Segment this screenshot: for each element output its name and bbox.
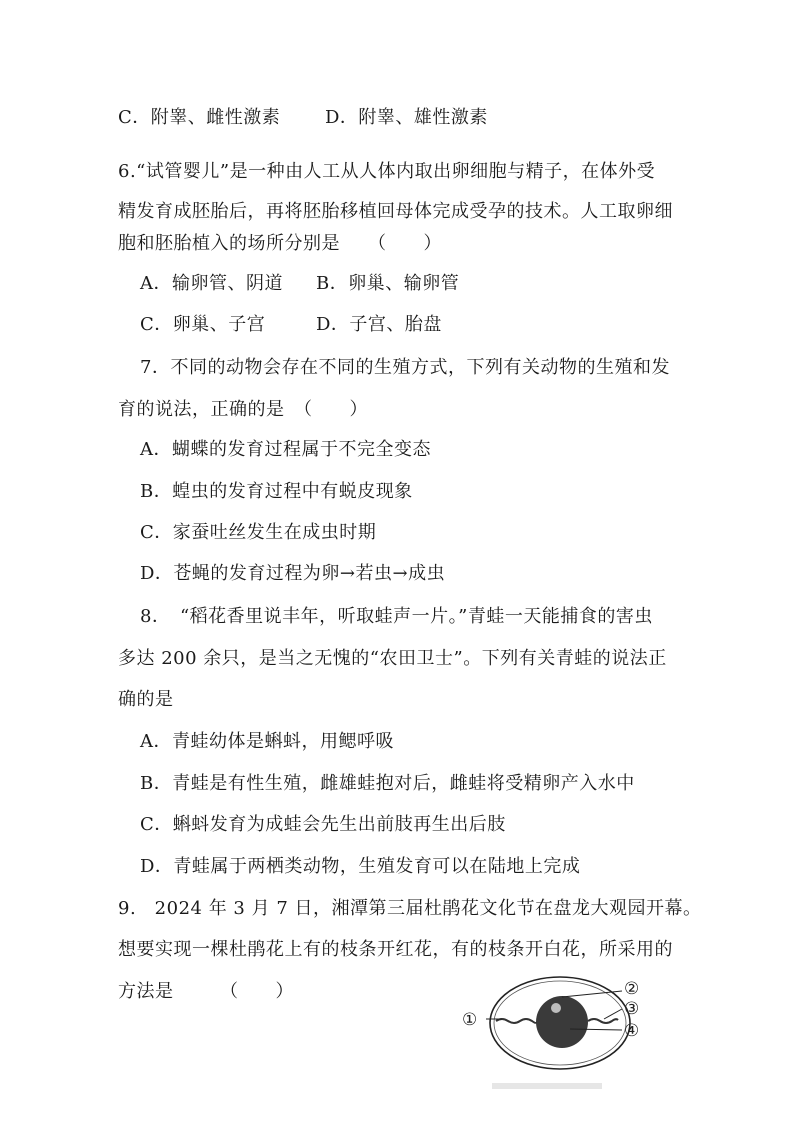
yolk-highlight — [551, 1003, 561, 1013]
q8-stem-line2: 多达 200 余只，是当之无愧的“农田卫士”。下列有关青蛙的说法正 — [118, 648, 667, 669]
q8-option-b: B．青蛙是有性生殖，雌雄蛙抱对后，雌蛙将受精卵产入水中 — [140, 773, 635, 794]
q7-option-a: A．蝴蝶的发育过程属于不完全变态 — [140, 439, 431, 460]
q9-stem-line2: 想要实现一棵杜鹃花上有的枝条开红花，有的枝条开白花，所采用的 — [118, 939, 673, 960]
q5-option-c: C．附睾、雌性激素 — [118, 107, 281, 128]
q6-option-b: B．卵巢、输卵管 — [316, 273, 460, 294]
right-chalaza — [588, 1019, 618, 1023]
q7-stem-line2: 育的说法，正确的是 （ ） — [118, 399, 368, 420]
label-3: ③ — [624, 999, 640, 1019]
q8-stem-line3: 确的是 — [118, 689, 174, 710]
q7-option-b: B．蝗虫的发育过程中有蜕皮现象 — [140, 481, 413, 502]
label-1: ① — [462, 1010, 478, 1030]
q6-stem-line1: 6.“试管婴儿”是一种由人工从人体内取出卵细胞与精子，在体外受 — [118, 161, 656, 182]
yolk — [536, 996, 588, 1048]
q6-option-a: A．输卵管、阴道 — [140, 273, 283, 294]
q9-stem-line3: 方法是 （ ） — [118, 981, 294, 1002]
q6-stem-line3: 胞和胚胎植入的场所分别是 （ ） — [118, 233, 442, 254]
leader-line-2 — [562, 991, 622, 997]
q8-stem-line1: 8． “稻花香里说丰年，听取蛙声一片。”青蛙一天能捕食的害虫 — [140, 606, 653, 627]
leader-line-3 — [604, 1009, 622, 1019]
label-2: ② — [624, 979, 640, 999]
q8-option-a: A．青蛙幼体是蝌蚪，用鳃呼吸 — [140, 731, 394, 752]
q7-option-d: D．苍蝇的发育过程为卵→若虫→成虫 — [140, 563, 446, 584]
q5-option-d: D．附睾、雄性激素 — [325, 107, 488, 128]
blurred-caption-strip — [492, 1083, 602, 1089]
q8-option-c: C．蝌蚪发育为成蛙会先生出前肢再生出后肢 — [140, 814, 506, 835]
q6-option-d: D．子宫、胎盘 — [316, 314, 442, 335]
q9-stem-line1: 9. 2024 年 3 月 7 日，湘潭第三届杜鹃花文化节在盘龙大观园开幕。 — [118, 898, 702, 919]
q6-option-c: C．卵巢、子宫 — [140, 314, 266, 335]
q8-option-d: D．青蛙属于两栖类动物，生殖发育可以在陆地上完成 — [140, 856, 581, 877]
q7-option-c: C．家蚕吐丝发生在成虫时期 — [140, 522, 377, 543]
q6-stem-line2: 精发育成胚胎后，再将胚胎移植回母体完成受孕的技术。人工取卵细 — [118, 201, 673, 222]
label-4: ④ — [624, 1021, 640, 1041]
q7-stem-line1: 7．不同的动物会存在不同的生殖方式，下列有关动物的生殖和发 — [140, 357, 670, 378]
egg-structure-figure — [462, 975, 652, 1100]
left-chalaza — [496, 1019, 536, 1023]
